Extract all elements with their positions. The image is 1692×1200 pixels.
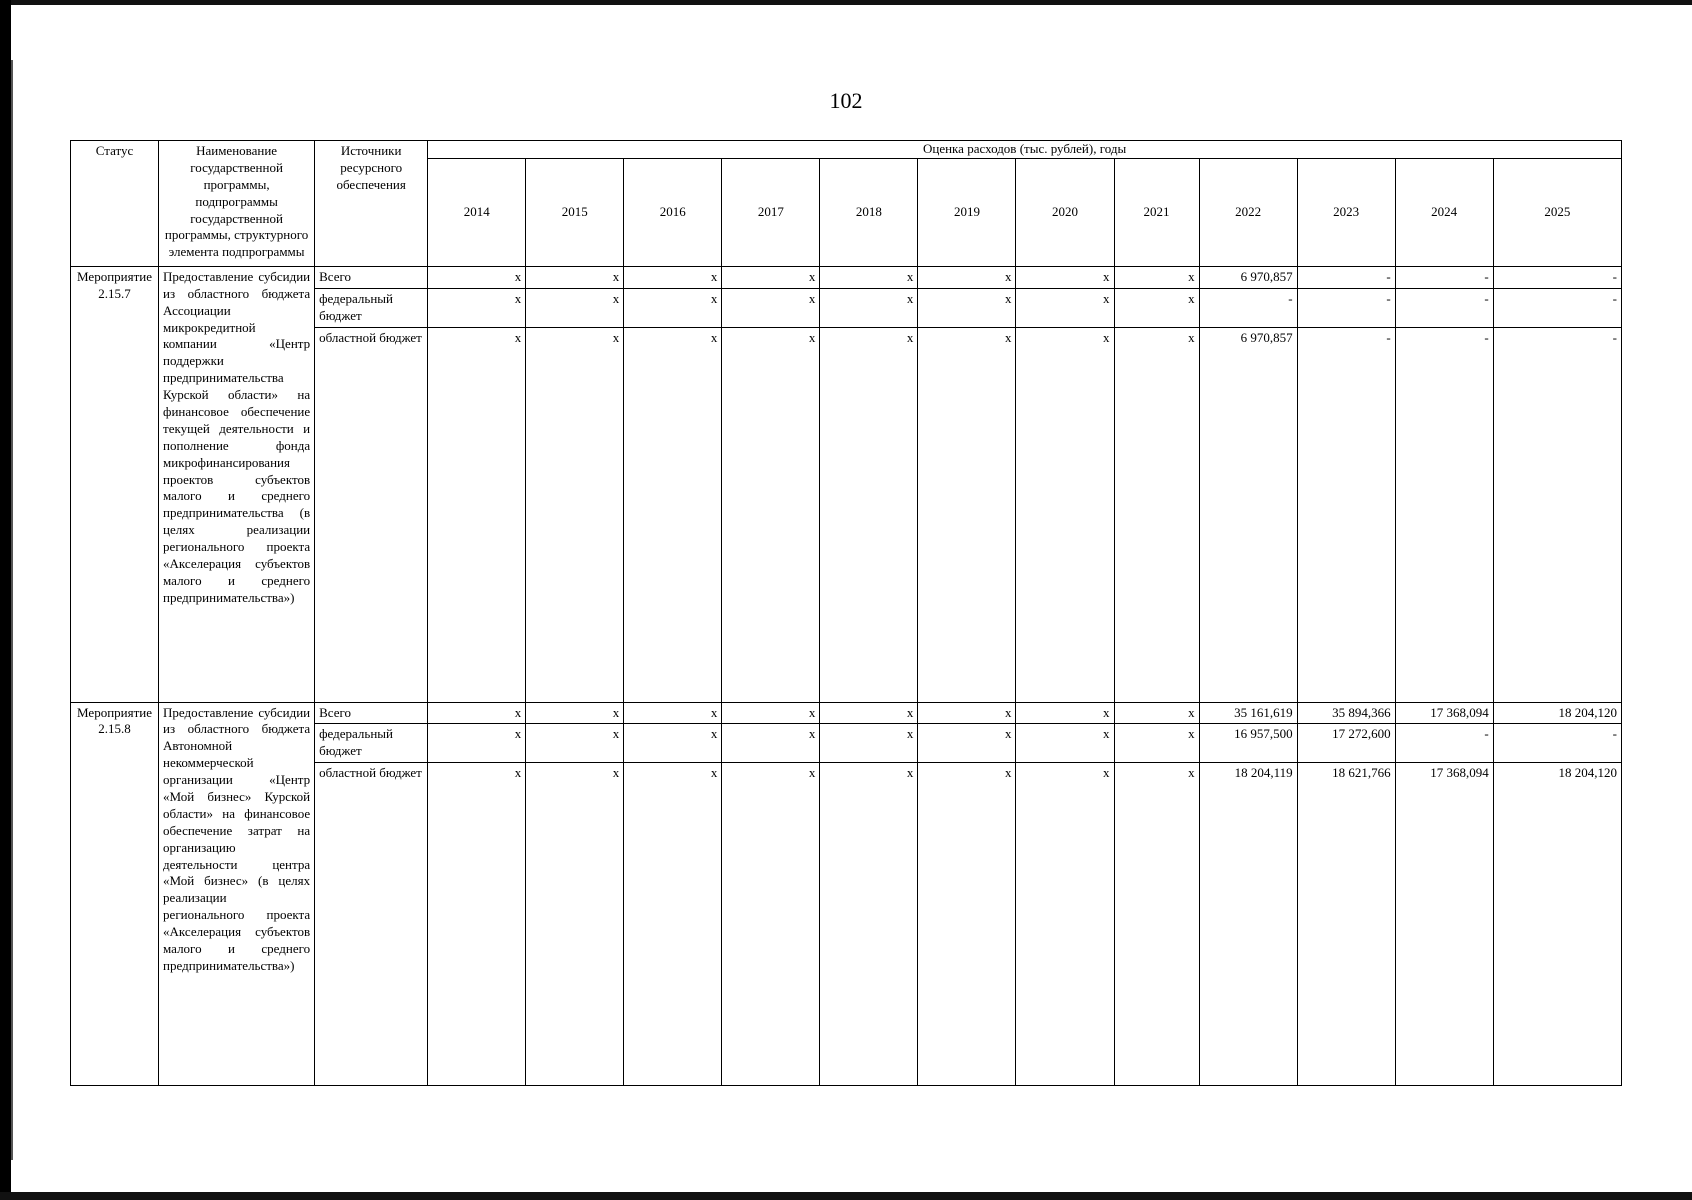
header-status: Статус xyxy=(71,141,159,267)
value-cell: x xyxy=(1016,327,1114,702)
value-cell: 35 894,366 xyxy=(1297,702,1395,724)
budget-table xyxy=(70,140,1622,1086)
scan-border-left xyxy=(0,0,11,1200)
value-cell: x xyxy=(428,702,526,724)
source-label: Всего xyxy=(315,702,428,724)
value-cell: - xyxy=(1395,327,1493,702)
header-year: 2023 xyxy=(1297,158,1395,266)
value-cell: x xyxy=(526,702,624,724)
value-cell: x xyxy=(820,724,918,763)
value-cell: x xyxy=(428,724,526,763)
scan-border-left-inner xyxy=(11,60,13,1160)
value-cell: x xyxy=(1016,724,1114,763)
header-row-1 xyxy=(71,141,1622,159)
value-cell: x xyxy=(820,288,918,327)
value-cell: 6 970,857 xyxy=(1199,266,1297,288)
value-cell: 17 272,600 xyxy=(1297,724,1395,763)
value-cell: x xyxy=(1016,763,1114,1086)
value-cell: - xyxy=(1297,266,1395,288)
value-cell: - xyxy=(1395,288,1493,327)
value-cell: - xyxy=(1395,266,1493,288)
value-cell: x xyxy=(918,763,1016,1086)
header-year: 2024 xyxy=(1395,158,1493,266)
table-row xyxy=(71,266,1622,288)
header-year: 2014 xyxy=(428,158,526,266)
value-cell: x xyxy=(1114,288,1199,327)
value-cell: 6 970,857 xyxy=(1199,327,1297,702)
header-year: 2025 xyxy=(1493,158,1621,266)
status-cell: Мероприятие 2.15.7 xyxy=(71,266,159,702)
header-expenses: Оценка расходов (тыс. рублей), годы xyxy=(428,141,1622,159)
value-cell: x xyxy=(624,702,722,724)
value-cell: - xyxy=(1199,288,1297,327)
value-cell: x xyxy=(1016,266,1114,288)
value-cell: 18 621,766 xyxy=(1297,763,1395,1086)
value-cell: x xyxy=(624,724,722,763)
value-cell: x xyxy=(1114,763,1199,1086)
value-cell: 18 204,120 xyxy=(1493,702,1621,724)
value-cell: - xyxy=(1493,266,1621,288)
value-cell: x xyxy=(1114,702,1199,724)
value-cell: 18 204,119 xyxy=(1199,763,1297,1086)
scan-border-top xyxy=(0,0,1692,5)
value-cell: x xyxy=(722,763,820,1086)
header-year: 2020 xyxy=(1016,158,1114,266)
value-cell: x xyxy=(820,266,918,288)
source-label: федеральный бюджет xyxy=(315,288,428,327)
status-cell: Мероприятие 2.15.8 xyxy=(71,702,159,1086)
source-label: областной бюджет xyxy=(315,327,428,702)
value-cell: x xyxy=(1016,288,1114,327)
value-cell: x xyxy=(722,327,820,702)
header-name: Наименование государственной программы, подпрограммы государственной программы, структурного элемента подпрограммы xyxy=(159,141,315,267)
value-cell: - xyxy=(1493,724,1621,763)
value-cell: x xyxy=(722,702,820,724)
value-cell: x xyxy=(624,288,722,327)
value-cell: x xyxy=(526,327,624,702)
value-cell: x xyxy=(428,327,526,702)
value-cell: x xyxy=(722,724,820,763)
value-cell: x xyxy=(428,288,526,327)
value-cell: x xyxy=(1114,266,1199,288)
value-cell: 17 368,094 xyxy=(1395,702,1493,724)
header-year: 2021 xyxy=(1114,158,1199,266)
value-cell: x xyxy=(918,724,1016,763)
header-year: 2022 xyxy=(1199,158,1297,266)
value-cell: 17 368,094 xyxy=(1395,763,1493,1086)
value-cell: x xyxy=(722,266,820,288)
source-label: федеральный бюджет xyxy=(315,724,428,763)
value-cell: - xyxy=(1493,288,1621,327)
value-cell: x xyxy=(918,327,1016,702)
value-cell: - xyxy=(1297,327,1395,702)
value-cell: x xyxy=(526,763,624,1086)
header-sources: Источники ресурсного обеспечения xyxy=(315,141,428,267)
name-cell: Предоставление субсидии из областного бюджета Автономной некоммерческой организации «Центр «Мой бизнес» Курской области» на финансовое обеспечение затрат на организацию деятельности центра «Мой бизнес» (в целях реализации регионального проекта «Акселерация субъектов малого и среднего предпринимательства») xyxy=(159,702,315,1086)
value-cell: x xyxy=(820,702,918,724)
value-cell: x xyxy=(918,702,1016,724)
header-year: 2019 xyxy=(918,158,1016,266)
scan-border-bottom xyxy=(0,1192,1692,1200)
value-cell: x xyxy=(428,763,526,1086)
value-cell: - xyxy=(1493,327,1621,702)
value-cell: 18 204,120 xyxy=(1493,763,1621,1086)
value-cell: x xyxy=(624,327,722,702)
value-cell: - xyxy=(1297,288,1395,327)
header-year: 2017 xyxy=(722,158,820,266)
value-cell: x xyxy=(918,266,1016,288)
page-number: 102 xyxy=(829,88,863,113)
value-cell: x xyxy=(1114,724,1199,763)
value-cell: 35 161,619 xyxy=(1199,702,1297,724)
value-cell: x xyxy=(1114,327,1199,702)
table-row xyxy=(71,702,1622,724)
value-cell: x xyxy=(820,763,918,1086)
header-year: 2016 xyxy=(624,158,722,266)
value-cell: x xyxy=(428,266,526,288)
value-cell: - xyxy=(1395,724,1493,763)
value-cell: x xyxy=(624,763,722,1086)
header-year: 2018 xyxy=(820,158,918,266)
value-cell: x xyxy=(820,327,918,702)
value-cell: x xyxy=(624,266,722,288)
header-year: 2015 xyxy=(526,158,624,266)
value-cell: x xyxy=(526,288,624,327)
source-label: областной бюджет xyxy=(315,763,428,1086)
value-cell: 16 957,500 xyxy=(1199,724,1297,763)
value-cell: x xyxy=(918,288,1016,327)
source-label: Всего xyxy=(315,266,428,288)
value-cell: x xyxy=(1016,702,1114,724)
value-cell: x xyxy=(722,288,820,327)
value-cell: x xyxy=(526,266,624,288)
name-cell: Предоставление субсидии из областного бюджета Ассоциации микрокредитной компании «Центр поддержки предпринимательства Курской области» на финансовое обеспечение текущей деятельности и пополнение фонда микрофинансирования проектов субъектов малого и среднего предпринимательства (в целях реализации регионального проекта «Акселерация субъектов малого и среднего предпринимательства») xyxy=(159,266,315,702)
value-cell: x xyxy=(526,724,624,763)
